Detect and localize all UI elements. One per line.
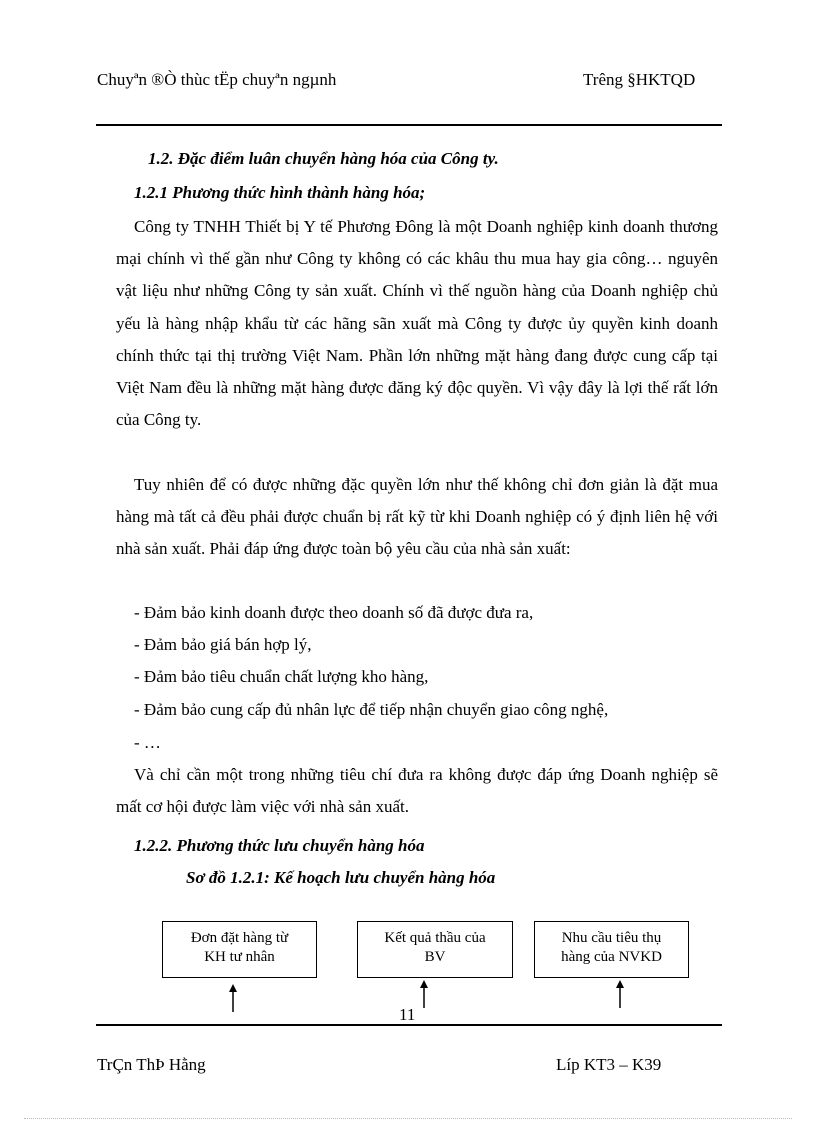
diagram-box-sales-demand: [534, 921, 689, 978]
up-arrow-icon: [418, 980, 430, 1008]
footer-right: Líp KT3 – K39: [556, 1055, 662, 1074]
box-line: Kết quả thầu của: [384, 930, 486, 946]
footer-left: TrÇn ThÞ Hằng: [97, 1055, 206, 1074]
footer-rule: [96, 1024, 722, 1026]
bullet-item: - Đảm bảo tiêu chuẩn chất lượng kho hàng,: [134, 667, 429, 686]
up-arrow-icon: [614, 980, 626, 1008]
box-line: Nhu cầu tiêu thụ: [561, 930, 662, 946]
diagram-box-private-orders: [162, 921, 317, 978]
bullet-item: - Đảm bảo cung cấp đủ nhân lực để tiếp nhận chuyển giao công nghệ,: [134, 700, 609, 719]
paragraph-1: Công ty TNHH Thiết bị Y tế Phương Đông là một Doanh nghiệp kinh doanh thương mại chính vì thế gần như Công ty không có các khâu thu mua hay gia công… nguyên vật liệu như những Công ty sản xuất. Chính vì thế nguồn hàng của Doanh nghiệp chủ yếu là hàng nhập khẩu từ các hãng sãn xuất mà Công ty được ủy quyền kinh doanh chính thức tại thị trường Việt Nam. Phần lớn những mặt hàng đang được cung cấp tại Việt Nam đều là những mặt hàng được đăng ký độc quyền. Vì vậy đây là lợi thế rất lớn của Công ty.: [116, 217, 718, 430]
box-line: hàng của NVKD: [561, 949, 662, 965]
bullet-item: - Đảm bảo kinh doanh được theo doanh số đã được đưa ra,: [134, 603, 534, 622]
box-line: Đơn đặt hàng từ: [190, 930, 289, 946]
up-arrow-icon: [227, 984, 239, 1012]
diagram-title: Sơ đồ 1.2.1: Kế hoạch lưu chuyển hàng hóa: [186, 868, 496, 887]
bullet-item: - Đảm bảo giá bán hợp lý,: [134, 635, 312, 654]
header-rule: [96, 124, 722, 126]
page-edge-divider: [24, 1118, 792, 1119]
paragraph-3: Và chỉ cần một trong những tiêu chí đưa ra không được đáp ứng Doanh nghiệp sẽ mất cơ hội được làm việc với nhà sản xuất.: [116, 765, 718, 817]
header-right: Trêng §HKTQD: [583, 70, 696, 89]
subsection-title-2: 1.2.2. Phương thức lưu chuyển hàng hóa: [134, 836, 425, 855]
diagram-box-hospital-bids: [357, 921, 513, 978]
box-line: KH tư nhân: [204, 949, 275, 965]
page-number: 11: [399, 1005, 416, 1024]
box-line: BV: [424, 949, 446, 965]
section-title: 1.2. Đặc điểm luân chuyển hàng hóa của Công ty.: [148, 149, 499, 168]
subsection-title-1: 1.2.1 Phương thức hình thành hàng hóa;: [134, 183, 426, 202]
header-left: Chuyªn ®Ò thùc tËp chuyªn ngµnh: [97, 70, 337, 89]
bullet-item: - …: [134, 733, 161, 752]
paragraph-2: Tuy nhiên để có được những đặc quyền lớn như thế không chỉ đơn giản là đặt mua hàng mà tất cả đều phải được chuẩn bị rất kỹ từ khi Doanh nghiệp có ý định liên hệ với nhà sản xuất. Phải đáp ứng được toàn bộ yêu cầu của nhà sản xuất:: [116, 475, 718, 559]
